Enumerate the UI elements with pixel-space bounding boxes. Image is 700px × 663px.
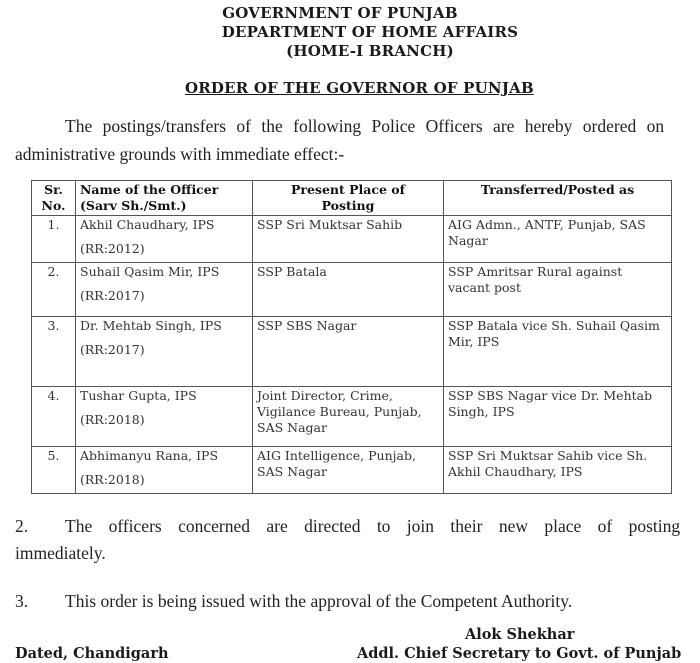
intro-line-1	[65, 116, 690, 137]
paragraph-2-text: The officers concerned are directed to join their new place of posting	[65, 516, 681, 536]
col-header-present	[253, 181, 444, 216]
cell-name	[76, 263, 253, 317]
cell-transferred: AIG Admn., ANTF, Punjab, SAS Nagar	[444, 216, 672, 263]
cell-name	[76, 216, 253, 263]
cell-sr: 3.	[32, 317, 76, 387]
cell-transferred: SSP Sri Muktsar Sahib vice Sh. Akhil Chaudhary, IPS	[444, 447, 672, 494]
col-header-present-line2: Posting	[321, 198, 375, 213]
col-header-sr-line1: Sr.	[44, 182, 63, 197]
officer-batch: (RR:2012)	[80, 241, 145, 256]
table-row	[32, 216, 672, 263]
cell-sr: 4.	[32, 387, 76, 447]
cell-sr: 2.	[32, 263, 76, 317]
cell-present: Joint Director, Crime, Vigilance Bureau, Punjab, SAS Nagar	[253, 387, 444, 447]
table-header-row	[32, 181, 672, 216]
transfer-table	[31, 180, 672, 494]
table-row	[32, 447, 672, 494]
cell-sr: 1.	[32, 216, 76, 263]
paragraph-3	[15, 591, 572, 612]
cell-transferred: SSP Amritsar Rural against vacant post	[444, 263, 672, 317]
signatory-name: Alok Shekhar	[465, 626, 575, 643]
col-header-sr	[32, 181, 76, 216]
intro-line-1-text: The postings/transfers of the following Police Officers are hereby ordered on	[65, 116, 665, 136]
header-department: DEPARTMENT OF HOME AFFAIRS	[221, 23, 519, 41]
officer-batch: (RR:2018)	[80, 412, 145, 427]
officer-batch: (RR:2017)	[80, 288, 145, 303]
paragraph-2-line-2: immediately.	[15, 543, 106, 563]
officer-name: Tushar Gupta, IPS	[80, 388, 197, 403]
cell-name	[76, 447, 253, 494]
paragraph-2-line-1	[15, 516, 690, 537]
officer-name: Abhimanyu Rana, IPS	[80, 448, 219, 463]
header-government: GOVERNMENT OF PUNJAB	[222, 4, 458, 22]
col-header-sr-line2: No.	[41, 198, 66, 213]
signatory-designation: Addl. Chief Secretary to Govt. of Punjab	[357, 645, 682, 662]
cell-present: AIG Intelligence, Punjab, SAS Nagar	[253, 447, 444, 494]
paragraph-2-number: 2.	[15, 516, 29, 536]
col-header-transferred	[444, 181, 672, 216]
cell-present: SSP Sri Muktsar Sahib	[253, 216, 444, 263]
col-header-transferred-text: Transferred/Posted as	[480, 182, 635, 197]
cell-present: SSP SBS Nagar	[253, 317, 444, 387]
header-branch: (HOME-I BRANCH)	[286, 42, 454, 60]
order-title: ORDER OF THE GOVERNOR OF PUNJAB	[185, 79, 534, 97]
intro-line-2: administrative grounds with immediate effect:-	[15, 144, 345, 164]
officer-name: Suhail Qasim Mir, IPS	[80, 264, 220, 279]
cell-transferred: SSP Batala vice Sh. Suhail Qasim Mir, IPS	[444, 317, 672, 387]
cell-name	[76, 317, 253, 387]
col-header-name-line2: (Sarv Sh./Smt.)	[80, 198, 187, 213]
col-header-name	[76, 181, 253, 216]
officer-name: Dr. Mehtab Singh, IPS	[80, 318, 222, 333]
cell-name	[76, 387, 253, 447]
officer-name: Akhil Chaudhary, IPS	[80, 217, 215, 232]
officer-batch: (RR:2018)	[80, 472, 145, 487]
table-row	[32, 317, 672, 387]
paragraph-3-text: This order is being issued with the approval of the Competent Authority.	[65, 591, 573, 611]
cell-sr: 5.	[32, 447, 76, 494]
col-header-name-line1: Name of the Officer	[80, 182, 219, 197]
cell-transferred: SSP SBS Nagar vice Dr. Mehtab Singh, IPS	[444, 387, 672, 447]
table-row	[32, 387, 672, 447]
col-header-present-line1: Present Place of	[290, 182, 406, 197]
officer-batch: (RR:2017)	[80, 342, 145, 357]
table-row	[32, 263, 672, 317]
cell-present: SSP Batala	[253, 263, 444, 317]
dated-place: Dated, Chandigarh	[15, 645, 169, 662]
paragraph-3-number: 3.	[15, 591, 29, 611]
